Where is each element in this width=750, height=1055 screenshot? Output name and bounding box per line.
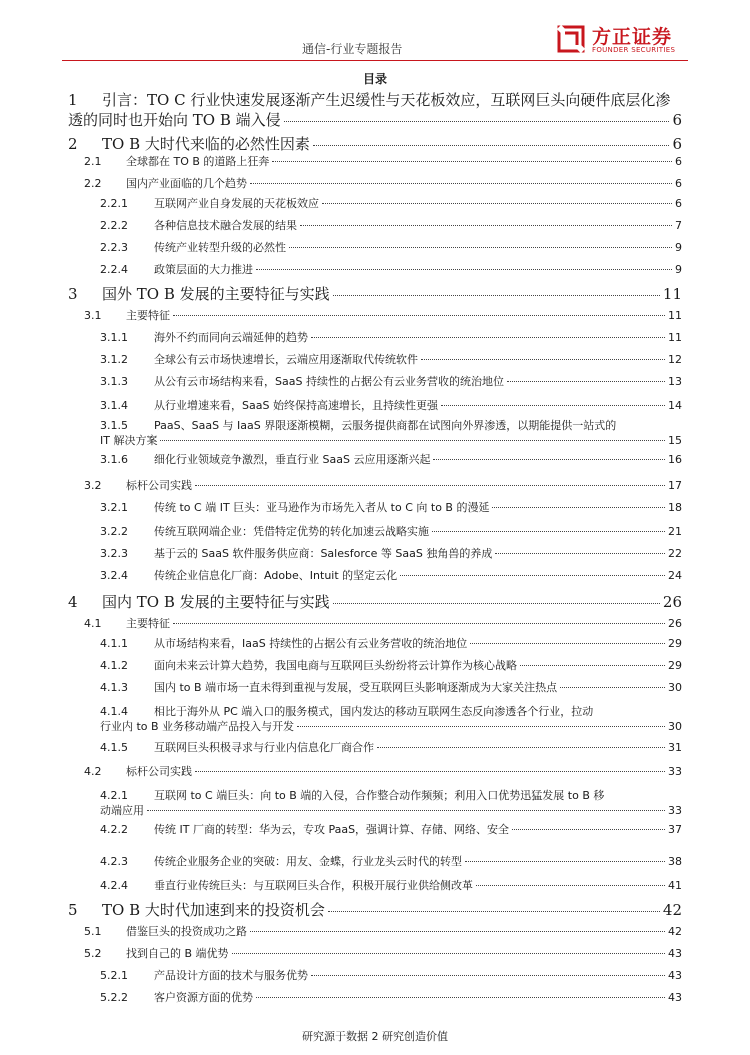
toc-entry[interactable] — [68, 90, 682, 130]
toc-entry-text-line1: 引言：TO C 行业快速发展逐渐产生迟缓性与天花板效应，互联网巨头向硬件底层化渗 — [102, 91, 671, 109]
toc-entry[interactable] — [100, 740, 682, 755]
dot-leader — [377, 747, 665, 748]
dot-leader — [173, 315, 665, 316]
toc-entry-number: 2.2.1 — [100, 197, 128, 210]
toc-entry[interactable] — [84, 764, 682, 779]
toc-entry[interactable] — [100, 990, 682, 1005]
toc-entry[interactable] — [100, 500, 682, 515]
toc-entry[interactable] — [100, 330, 682, 345]
toc-entry[interactable] — [84, 478, 682, 493]
toc-entry-number: 3.1 — [84, 309, 102, 322]
toc-entry-text: 互联网产业自身发展的天花板效应 — [154, 197, 319, 210]
toc-entry-text: 传统企业信息化厂商：Adobe、Intuit 的坚定云化 — [154, 569, 398, 582]
toc-entry[interactable] — [100, 398, 682, 413]
toc-entry[interactable] — [68, 134, 682, 154]
toc-entry-text: 主要特征 — [126, 309, 170, 322]
toc-entry-number: 2.2 — [84, 177, 102, 190]
dot-leader — [195, 485, 665, 486]
toc-entry-page: 14 — [668, 399, 682, 412]
dot-leader — [333, 603, 660, 604]
dot-leader — [147, 810, 665, 811]
toc-entry-text: 借鉴巨头的投资成功之路 — [126, 925, 247, 938]
toc-entry-text: 国外 TO B 发展的主要特征与实践 — [102, 285, 330, 303]
toc-entry-page: 21 — [668, 525, 682, 538]
toc-entry[interactable] — [68, 592, 682, 612]
logo-name: 方正证券 — [592, 26, 673, 48]
toc-entry-page: 18 — [668, 501, 682, 514]
toc-entry-number: 3.1.6 — [100, 453, 128, 466]
toc-entry-text: 基于云的 SaaS 软件服务供应商：Salesforce 等 SaaS 独角兽的养成 — [154, 547, 493, 560]
dot-leader — [297, 726, 665, 727]
dot-leader — [289, 247, 672, 248]
toc-entry-page: 26 — [668, 617, 682, 630]
toc-entry-number: 2.2.2 — [100, 219, 128, 232]
toc-entry-text: 从市场结构来看，IaaS 持续性的占据公有云业务营收的统治地位 — [154, 637, 468, 650]
toc-entry-number: 3.1.4 — [100, 399, 128, 412]
toc-entry-page: 9 — [675, 241, 682, 254]
toc-entry-number: 4.2.4 — [100, 879, 128, 892]
toc-entry-number: 4.1.5 — [100, 741, 128, 754]
toc-entry-text: 行业内 to B 业务移动端产品投入与开发 — [100, 720, 295, 733]
dot-leader — [495, 553, 665, 554]
toc-entry[interactable] — [100, 418, 682, 448]
toc-entry[interactable] — [100, 196, 682, 211]
toc-entry[interactable] — [100, 704, 682, 734]
dot-leader — [232, 953, 665, 954]
toc-entry-number: 3.1.2 — [100, 353, 128, 366]
toc-entry[interactable] — [100, 546, 682, 561]
dot-leader — [400, 575, 665, 576]
toc-entry-number: 3.2.1 — [100, 501, 128, 514]
toc-entry-text-line1: PaaS、SaaS 与 IaaS 界限逐渐模糊，云服务提供商都在试图向外界渗透，以期能提供一站式的 — [154, 419, 617, 432]
toc-entry[interactable] — [100, 352, 682, 367]
toc-entry-text: 各种信息技术融合发展的结果 — [154, 219, 297, 232]
toc-entry-text: 垂直行业传统巨头：与互联网巨头合作，积极开展行业供给侧改革 — [154, 879, 473, 892]
toc-entry-text: 全球公有云市场快速增长，云端应用逐渐取代传统软件 — [154, 353, 418, 366]
dot-leader — [432, 531, 665, 532]
toc-entry-number: 3.2.4 — [100, 569, 128, 582]
toc-entry-text: 细化行业领域竞争激烈，垂直行业 SaaS 云应用逐渐兴起 — [154, 453, 431, 466]
dot-leader — [300, 225, 672, 226]
toc-entry-number: 2.2.4 — [100, 263, 128, 276]
toc-entry-page: 26 — [662, 593, 682, 611]
toc-entry-number: 3.1.1 — [100, 331, 128, 344]
dot-leader — [311, 337, 665, 338]
dot-leader — [284, 121, 670, 122]
dot-leader — [421, 359, 665, 360]
toc-entry[interactable] — [84, 946, 682, 961]
toc-entry-page: 29 — [668, 659, 682, 672]
toc-entry-page: 33 — [668, 804, 682, 817]
toc-entry-number: 5.2.2 — [100, 991, 128, 1004]
dot-leader — [250, 183, 672, 184]
toc-entry[interactable] — [100, 374, 682, 389]
toc-entry-text-line1: 互联网 to C 端巨头：向 to B 端的入侵，合作整合动作频频；利用入口优势迅猛发展 to B 移 — [154, 789, 605, 802]
toc-entry[interactable] — [100, 524, 682, 539]
toc-entry-text: 标杆公司实践 — [126, 765, 192, 778]
toc-entry[interactable] — [100, 968, 682, 983]
toc-entry-text: 全球都在 TO B 的道路上狂奔 — [126, 155, 270, 168]
toc-entry-page: 22 — [668, 547, 682, 560]
toc-entry[interactable] — [100, 878, 682, 893]
toc-entry-page: 6 — [672, 111, 682, 129]
toc-entry-text: 政策层面的大力推进 — [154, 263, 253, 276]
toc-entry-text: IT 解决方案 — [100, 434, 158, 447]
dot-leader — [322, 203, 672, 204]
toc-entry-page: 43 — [668, 969, 682, 982]
toc-entry-number: 4.1 — [84, 617, 102, 630]
toc-entry[interactable] — [68, 284, 682, 304]
toc-entry-number: 3.2.3 — [100, 547, 128, 560]
toc-entry-text: 主要特征 — [126, 617, 170, 630]
toc-title: 目录 — [362, 72, 387, 86]
toc-entry-number: 5.1 — [84, 925, 102, 938]
toc-entry-text: 标杆公司实践 — [126, 479, 192, 492]
toc-entry-text: 传统 to C 端 IT 巨头：亚马逊作为市场先入者从 to C 向 to B 的漫延 — [154, 501, 490, 514]
toc-entry-page: 9 — [675, 263, 682, 276]
toc-entry-page: 41 — [668, 879, 682, 892]
toc-entry-text: 传统产业转型升级的必然性 — [154, 241, 286, 254]
toc-entry-page: 15 — [668, 434, 682, 447]
toc-entry[interactable] — [84, 924, 682, 939]
toc-entry[interactable] — [100, 788, 682, 818]
dot-leader — [476, 885, 665, 886]
dot-leader — [492, 507, 665, 508]
toc-entry-number: 2.2.3 — [100, 241, 128, 254]
toc-entry[interactable] — [100, 822, 682, 837]
toc-entry-number: 4.2.1 — [100, 789, 128, 802]
toc-entry-number: 2 — [68, 135, 78, 153]
toc-entry-text: 国内产业面临的几个趋势 — [126, 177, 247, 190]
toc-entry-page: 38 — [668, 855, 682, 868]
toc-entry-text: 透的同时也开始向 TO B 端入侵 — [68, 111, 281, 129]
toc-entry-page: 43 — [668, 947, 682, 960]
toc-entry-text: 传统企业服务企业的突破：用友、金蝶，行业龙头云时代的转型 — [154, 855, 462, 868]
dot-leader — [333, 295, 660, 296]
toc-entry[interactable] — [100, 680, 682, 695]
toc-entry-page: 16 — [668, 453, 682, 466]
toc-entry-number: 3.1.5 — [100, 419, 128, 432]
toc-entry-page: 11 — [668, 309, 682, 322]
toc-entry-number: 4 — [68, 593, 78, 611]
page-footer: 研究源于数据 2 研究创造价值 — [302, 1030, 448, 1043]
toc-entry-number: 4.2.2 — [100, 823, 128, 836]
toc-entry-page: 11 — [662, 285, 682, 303]
toc-entry-text-line1: 相比于海外从 PC 端入口的服务模式，国内发达的移动互联网生态反向渗透各个行业，拉动 — [154, 705, 594, 718]
toc-entry-page: 6 — [672, 135, 682, 153]
dot-leader — [560, 687, 665, 688]
toc-entry-page: 12 — [668, 353, 682, 366]
logo-english-name: FOUNDER SECURITIES — [592, 46, 676, 54]
toc-entry-text: 国内 to B 端市场一直未得到重视与发展，受互联网巨头影响逐渐成为大家关注热点 — [154, 681, 558, 694]
toc-entry[interactable] — [100, 240, 682, 255]
dot-leader — [256, 269, 672, 270]
toc-entry-text: 传统 IT 厂商的转型：华为云，专攻 PaaS，强调计算、存储、网络、安全 — [154, 823, 510, 836]
toc-entry[interactable] — [84, 616, 682, 631]
toc-entry-page: 6 — [675, 197, 682, 210]
toc-entry-text: TO B 大时代来临的必然性因素 — [102, 135, 310, 153]
toc-entry[interactable] — [84, 176, 682, 191]
toc-entry[interactable] — [84, 154, 682, 169]
toc-entry-number: 4.2 — [84, 765, 102, 778]
toc-entry-number: 5 — [68, 901, 78, 919]
toc-entry[interactable] — [100, 568, 682, 583]
toc-entry-number: 1 — [68, 91, 78, 109]
toc-entry-text: 国内 TO B 发展的主要特征与实践 — [102, 593, 330, 611]
dot-leader — [465, 861, 665, 862]
dot-leader — [520, 665, 665, 666]
toc-entry-page: 17 — [668, 479, 682, 492]
toc-entry-number: 4.1.3 — [100, 681, 128, 694]
toc-entry-page: 43 — [668, 991, 682, 1004]
toc-entry-number: 4.1.4 — [100, 705, 128, 718]
dot-leader — [470, 643, 665, 644]
toc-entry-page: 6 — [675, 177, 682, 190]
toc-entry-text: 从行业增速来看，SaaS 始终保持高速增长，且持续性更强 — [154, 399, 438, 412]
toc-entry[interactable] — [100, 452, 682, 467]
toc-entry-text: 从公有云市场结构来看，SaaS 持续性的占据公有云业务营收的统治地位 — [154, 375, 504, 388]
toc-entry-text: TO B 大时代加速到来的投资机会 — [102, 901, 325, 919]
toc-entry-page: 24 — [668, 569, 682, 582]
toc-entry-page: 37 — [668, 823, 682, 836]
toc-entry[interactable] — [100, 658, 682, 673]
dot-leader — [507, 381, 665, 382]
toc-entry-page: 13 — [668, 375, 682, 388]
company-logo — [556, 20, 686, 60]
toc-entry-text: 海外不约而同向云端延伸的趋势 — [154, 331, 308, 344]
dot-leader — [195, 771, 665, 772]
dot-leader — [512, 829, 665, 830]
dot-leader — [256, 997, 665, 998]
toc-entry[interactable] — [100, 636, 682, 651]
founder-logo-icon — [556, 24, 586, 54]
toc-entry[interactable] — [84, 308, 682, 323]
dot-leader — [272, 161, 672, 162]
toc-entry-number: 5.2 — [84, 947, 102, 960]
toc-entry-number: 4.1.2 — [100, 659, 128, 672]
toc-entry[interactable] — [100, 854, 682, 869]
toc-entry-text: 传统互联网端企业：凭借特定优势的转化加速云战略实施 — [154, 525, 429, 538]
toc-entry-text: 动端应用 — [100, 804, 144, 817]
toc-entry-number: 3.2 — [84, 479, 102, 492]
toc-entry[interactable] — [100, 218, 682, 233]
dot-leader — [328, 911, 660, 912]
toc-entry-page: 42 — [668, 925, 682, 938]
toc-entry-number: 5.2.1 — [100, 969, 128, 982]
toc-entry-page: 11 — [668, 331, 682, 344]
toc-entry-text: 客户资源方面的优势 — [154, 991, 253, 1004]
toc-entry-number: 3.2.2 — [100, 525, 128, 538]
dot-leader — [433, 459, 665, 460]
page-header — [0, 0, 750, 70]
header-divider — [62, 60, 688, 61]
dot-leader — [311, 975, 665, 976]
toc-entry-text: 找到自己的 B 端优势 — [126, 947, 229, 960]
toc-entry-page: 30 — [668, 720, 682, 733]
toc-entry-number: 2.1 — [84, 155, 102, 168]
toc-entry-text: 产品设计方面的技术与服务优势 — [154, 969, 308, 982]
toc-entry-text: 面向未来云计算大趋势，我国电商与互联网巨头纷纷将云计算作为核心战略 — [154, 659, 517, 672]
toc-entry-page: 30 — [668, 681, 682, 694]
toc-entry[interactable] — [68, 900, 682, 920]
toc-entry-page: 6 — [675, 155, 682, 168]
toc-entry-number: 3 — [68, 285, 78, 303]
dot-leader — [250, 931, 665, 932]
toc-entry-page: 31 — [668, 741, 682, 754]
toc-entry-page: 7 — [675, 219, 682, 232]
toc-entry-page: 29 — [668, 637, 682, 650]
toc-entry-number: 3.1.3 — [100, 375, 128, 388]
toc-entry-number: 4.1.1 — [100, 637, 128, 650]
dot-leader — [441, 405, 665, 406]
toc-entry-page: 42 — [662, 901, 682, 919]
dot-leader — [160, 440, 665, 441]
report-type: 通信-行业专题报告 — [302, 42, 403, 56]
dot-leader — [313, 145, 670, 146]
toc-entry[interactable] — [100, 262, 682, 277]
toc-entry-text: 互联网巨头积极寻求与行业内信息化厂商合作 — [154, 741, 374, 754]
toc-entry-page: 33 — [668, 765, 682, 778]
toc-entry-number: 4.2.3 — [100, 855, 128, 868]
dot-leader — [173, 623, 665, 624]
